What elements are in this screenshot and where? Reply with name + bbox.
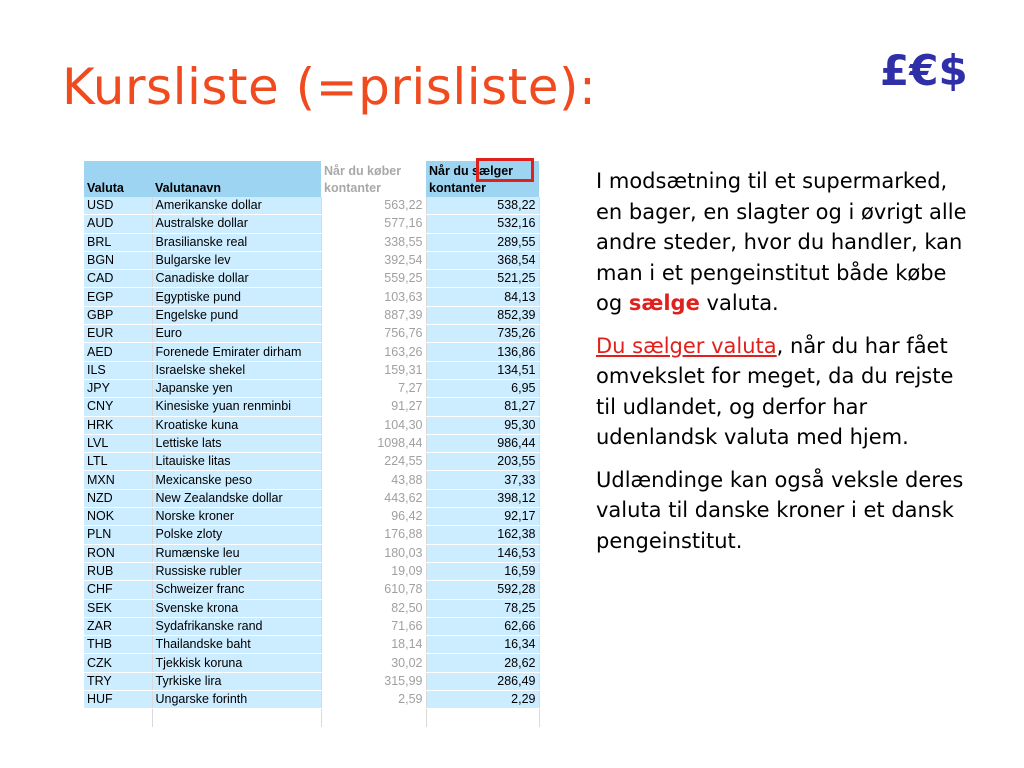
cell-buy: 443,62 bbox=[321, 489, 426, 507]
cell-name: Egyptiske pund bbox=[152, 288, 321, 306]
cell-sell: 136,86 bbox=[426, 343, 539, 361]
cell-code: BRL bbox=[84, 233, 152, 251]
header-code: Valuta bbox=[84, 161, 152, 197]
cell-sell: 289,55 bbox=[426, 233, 539, 251]
cell-buy: 30,02 bbox=[321, 654, 426, 672]
cell-name: Canadiske dollar bbox=[152, 270, 321, 288]
table-row bbox=[84, 398, 539, 416]
table-row bbox=[84, 489, 539, 507]
table-row bbox=[84, 636, 539, 654]
table-row bbox=[84, 251, 539, 269]
cell-name: Euro bbox=[152, 325, 321, 343]
cell-code: LVL bbox=[84, 434, 152, 452]
cell-buy: 2,59 bbox=[321, 691, 426, 709]
cell-sell: 538,22 bbox=[426, 197, 539, 215]
cell-sell: 735,26 bbox=[426, 325, 539, 343]
cell-code: PLN bbox=[84, 526, 152, 544]
cell-name: Tyrkiske lira bbox=[152, 672, 321, 690]
cell-buy: 1098,44 bbox=[321, 434, 426, 452]
cell-sell: 368,54 bbox=[426, 251, 539, 269]
cell-sell: 81,27 bbox=[426, 398, 539, 416]
cell-code: NOK bbox=[84, 508, 152, 526]
cell-sell: 398,12 bbox=[426, 489, 539, 507]
cell-buy: 224,55 bbox=[321, 453, 426, 471]
table-row bbox=[84, 691, 539, 709]
exchange-rate-table bbox=[84, 161, 539, 728]
cell-name: Mexicanske peso bbox=[152, 471, 321, 489]
table-row bbox=[84, 526, 539, 544]
cell-name: Schweizer franc bbox=[152, 581, 321, 599]
cell-empty bbox=[321, 709, 426, 727]
cell-empty bbox=[152, 709, 321, 727]
cell-sell: 521,25 bbox=[426, 270, 539, 288]
cell-buy: 82,50 bbox=[321, 599, 426, 617]
cell-buy: 559,25 bbox=[321, 270, 426, 288]
sell-highlight-box bbox=[476, 158, 534, 182]
cell-sell: 532,16 bbox=[426, 215, 539, 233]
table-row bbox=[84, 197, 539, 215]
p2-text: , når du har fået omvekslet for meget, da du rejste til udlandet, og derfor har udenlandsk valuta med hjem. bbox=[596, 333, 954, 449]
cell-code: HRK bbox=[84, 416, 152, 434]
cell-buy: 563,22 bbox=[321, 197, 426, 215]
cell-code: CNY bbox=[84, 398, 152, 416]
cell-sell: 28,62 bbox=[426, 654, 539, 672]
cell-sell: 16,59 bbox=[426, 562, 539, 580]
cell-name: Norske kroner bbox=[152, 508, 321, 526]
cell-buy: 756,76 bbox=[321, 325, 426, 343]
header-name: Valutanavn bbox=[152, 161, 321, 197]
cell-sell: 146,53 bbox=[426, 544, 539, 562]
cell-buy: 392,54 bbox=[321, 251, 426, 269]
cell-sell: 62,66 bbox=[426, 617, 539, 635]
cell-buy: 18,14 bbox=[321, 636, 426, 654]
cell-code: GBP bbox=[84, 306, 152, 324]
cell-buy: 159,31 bbox=[321, 361, 426, 379]
cell-code: ILS bbox=[84, 361, 152, 379]
table-row bbox=[84, 288, 539, 306]
cell-buy: 104,30 bbox=[321, 416, 426, 434]
table-body bbox=[84, 197, 539, 727]
cell-name: Ungarske forinth bbox=[152, 691, 321, 709]
cell-name: Svenske krona bbox=[152, 599, 321, 617]
cell-name: Brasilianske real bbox=[152, 233, 321, 251]
table-row bbox=[84, 270, 539, 288]
header-buy: Når du køber kontanter bbox=[321, 161, 426, 197]
cell-sell: 134,51 bbox=[426, 361, 539, 379]
cell-code: LTL bbox=[84, 453, 152, 471]
table-row bbox=[84, 508, 539, 526]
cell-buy: 163,26 bbox=[321, 343, 426, 361]
cell-buy: 577,16 bbox=[321, 215, 426, 233]
paragraph-3 bbox=[596, 465, 976, 557]
cell-code: AUD bbox=[84, 215, 152, 233]
cell-code: TRY bbox=[84, 672, 152, 690]
cell-code: SEK bbox=[84, 599, 152, 617]
p1-text: I modsætning til et supermarked, en bager, en slagter og i øvrigt alle andre steder, hvor du handler, kan man i et pengeinstitut både købe og bbox=[596, 169, 967, 315]
table-row bbox=[84, 672, 539, 690]
cell-name: Bulgarske lev bbox=[152, 251, 321, 269]
cell-code: NZD bbox=[84, 489, 152, 507]
cell-name: Lettiske lats bbox=[152, 434, 321, 452]
p3-text: Udlændinge kan også veksle deres valuta til danske kroner i et dansk pengeinstitut. bbox=[596, 467, 964, 553]
cell-name: Forenede Emirater dirham bbox=[152, 343, 321, 361]
table-header-row bbox=[84, 161, 539, 197]
table-row bbox=[84, 581, 539, 599]
cell-sell: 852,39 bbox=[426, 306, 539, 324]
sell-currency-link[interactable]: Du sælger valuta bbox=[596, 333, 777, 358]
table-row bbox=[84, 617, 539, 635]
slide-title: Kursliste (=prisliste): bbox=[62, 58, 597, 116]
paragraph-2 bbox=[596, 331, 976, 453]
table-row bbox=[84, 361, 539, 379]
cell-sell: 92,17 bbox=[426, 508, 539, 526]
sell-emphasis: sælge bbox=[628, 291, 700, 315]
cell-code: BGN bbox=[84, 251, 152, 269]
cell-buy: 103,63 bbox=[321, 288, 426, 306]
p1-end: valuta. bbox=[699, 291, 779, 315]
cell-buy: 180,03 bbox=[321, 544, 426, 562]
rate-table bbox=[84, 161, 540, 728]
cell-code: ZAR bbox=[84, 617, 152, 635]
cell-name: Amerikanske dollar bbox=[152, 197, 321, 215]
table-row bbox=[84, 453, 539, 471]
cell-buy: 71,66 bbox=[321, 617, 426, 635]
table-row bbox=[84, 434, 539, 452]
table-row-empty bbox=[84, 709, 539, 727]
cell-name: Engelske pund bbox=[152, 306, 321, 324]
table-row bbox=[84, 599, 539, 617]
table-row bbox=[84, 379, 539, 397]
cell-code: HUF bbox=[84, 691, 152, 709]
cell-name: Litauiske litas bbox=[152, 453, 321, 471]
cell-code: RUB bbox=[84, 562, 152, 580]
table-row bbox=[84, 215, 539, 233]
cell-buy: 19,09 bbox=[321, 562, 426, 580]
cell-name: Kroatiske kuna bbox=[152, 416, 321, 434]
cell-buy: 176,88 bbox=[321, 526, 426, 544]
cell-name: Japanske yen bbox=[152, 379, 321, 397]
cell-sell: 203,55 bbox=[426, 453, 539, 471]
currency-symbols-logo: £€$ bbox=[880, 46, 968, 95]
cell-code: THB bbox=[84, 636, 152, 654]
cell-buy: 338,55 bbox=[321, 233, 426, 251]
cell-code: EUR bbox=[84, 325, 152, 343]
table-row bbox=[84, 544, 539, 562]
cell-name: Thailandske baht bbox=[152, 636, 321, 654]
table-row bbox=[84, 325, 539, 343]
cell-sell: 2,29 bbox=[426, 691, 539, 709]
cell-code: CHF bbox=[84, 581, 152, 599]
cell-sell: 37,33 bbox=[426, 471, 539, 489]
cell-sell: 162,38 bbox=[426, 526, 539, 544]
cell-sell: 95,30 bbox=[426, 416, 539, 434]
table-row bbox=[84, 233, 539, 251]
cell-name: Tjekkisk koruna bbox=[152, 654, 321, 672]
cell-code: MXN bbox=[84, 471, 152, 489]
cell-buy: 7,27 bbox=[321, 379, 426, 397]
cell-code: USD bbox=[84, 197, 152, 215]
cell-code: CZK bbox=[84, 654, 152, 672]
table-row bbox=[84, 471, 539, 489]
cell-buy: 43,88 bbox=[321, 471, 426, 489]
cell-sell: 6,95 bbox=[426, 379, 539, 397]
cell-sell: 16,34 bbox=[426, 636, 539, 654]
cell-code: EGP bbox=[84, 288, 152, 306]
cell-code: AED bbox=[84, 343, 152, 361]
table-row bbox=[84, 343, 539, 361]
cell-buy: 91,27 bbox=[321, 398, 426, 416]
cell-buy: 315,99 bbox=[321, 672, 426, 690]
cell-empty bbox=[426, 709, 539, 727]
cell-name: Rumænske leu bbox=[152, 544, 321, 562]
cell-sell: 286,49 bbox=[426, 672, 539, 690]
cell-name: New Zealandske dollar bbox=[152, 489, 321, 507]
cell-code: RON bbox=[84, 544, 152, 562]
cell-buy: 610,78 bbox=[321, 581, 426, 599]
cell-sell: 78,25 bbox=[426, 599, 539, 617]
cell-name: Polske zloty bbox=[152, 526, 321, 544]
cell-sell: 84,13 bbox=[426, 288, 539, 306]
cell-name: Sydafrikanske rand bbox=[152, 617, 321, 635]
cell-name: Kinesiske yuan renminbi bbox=[152, 398, 321, 416]
cell-empty bbox=[84, 709, 152, 727]
cell-sell: 592,28 bbox=[426, 581, 539, 599]
explanation-text bbox=[596, 166, 976, 568]
table-row bbox=[84, 562, 539, 580]
table-row bbox=[84, 416, 539, 434]
cell-buy: 96,42 bbox=[321, 508, 426, 526]
table-row bbox=[84, 306, 539, 324]
cell-code: JPY bbox=[84, 379, 152, 397]
header-sell: Når du sælger kontanter bbox=[426, 161, 539, 197]
cell-code: CAD bbox=[84, 270, 152, 288]
paragraph-1 bbox=[596, 166, 976, 319]
cell-buy: 887,39 bbox=[321, 306, 426, 324]
cell-name: Russiske rubler bbox=[152, 562, 321, 580]
table-row bbox=[84, 654, 539, 672]
cell-sell: 986,44 bbox=[426, 434, 539, 452]
cell-name: Israelske shekel bbox=[152, 361, 321, 379]
cell-name: Australske dollar bbox=[152, 215, 321, 233]
